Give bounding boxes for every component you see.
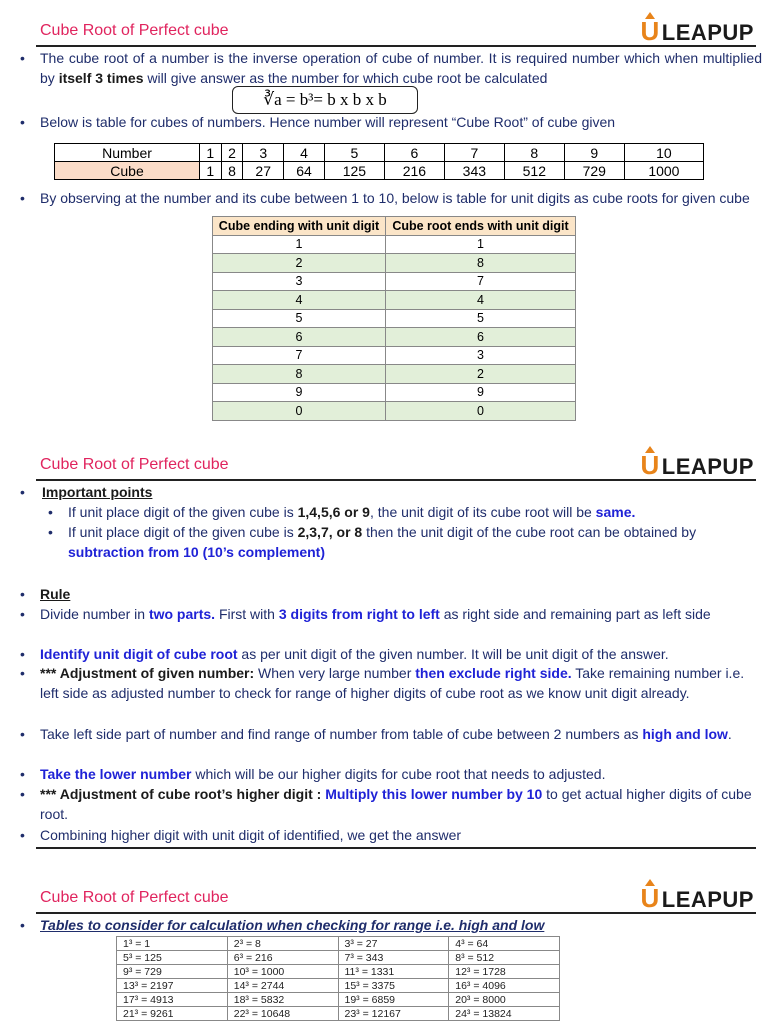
range-cell: 7³ = 343 bbox=[338, 951, 449, 965]
root-unit-digit: 9 bbox=[386, 383, 576, 402]
range-cell: 24³ = 13824 bbox=[449, 1007, 560, 1021]
unit-table-row bbox=[213, 291, 576, 310]
cube-unit-digit: 5 bbox=[213, 309, 386, 328]
range-cell: 13³ = 2197 bbox=[117, 979, 228, 993]
bullet-unit-intro: • By observing at the number and its cube between 1 to 10, below is table for unit digits as cube roots for given cube bbox=[20, 190, 750, 206]
cube-unit-digit: 2 bbox=[213, 254, 386, 273]
unit-table-row bbox=[213, 235, 576, 254]
range-cell: 2³ = 8 bbox=[227, 937, 338, 951]
number-cell: 10 bbox=[624, 144, 703, 162]
root-unit-digit: 7 bbox=[386, 272, 576, 291]
cube-unit-digit: 0 bbox=[213, 402, 386, 421]
range-cell: 8³ = 512 bbox=[449, 951, 560, 965]
brand-text: LEAPUP bbox=[661, 887, 754, 912]
brand-text: LEAPUP bbox=[661, 454, 754, 479]
number-cell: 7 bbox=[444, 144, 504, 162]
brand-text: LEAPUP bbox=[661, 20, 754, 45]
number-cell: 8 bbox=[504, 144, 564, 162]
leapup-logo bbox=[640, 16, 754, 47]
unit-table-row bbox=[213, 272, 576, 291]
cube-unit-digit: 4 bbox=[213, 291, 386, 310]
cube-table bbox=[54, 143, 704, 180]
range-cell: 14³ = 2744 bbox=[227, 979, 338, 993]
rule-6: • *** Adjustment of cube root’s higher digit : Multiply this lower number by 10 to get actual higher digits of cube root. bbox=[20, 786, 752, 822]
range-cell: 4³ = 64 bbox=[449, 937, 560, 951]
leapup-arrow-icon: U bbox=[640, 883, 660, 913]
bullet-definition: • The cube root of a number is the inverse operation of cube of number. It is required number which when multiplied by itself 3 times will give answer as the number for which cube root be calculated bbox=[20, 50, 762, 86]
root-unit-digit: 5 bbox=[386, 309, 576, 328]
range-cell: 9³ = 729 bbox=[117, 965, 228, 979]
number-cell: 9 bbox=[564, 144, 624, 162]
cube-unit-digit: 6 bbox=[213, 328, 386, 347]
cube-cell: 1000 bbox=[624, 162, 703, 180]
range-table-row bbox=[117, 965, 560, 979]
row-label-number: Number bbox=[55, 144, 200, 162]
range-cell: 21³ = 9261 bbox=[117, 1007, 228, 1021]
row-label-cube: Cube bbox=[55, 162, 200, 180]
range-cell: 12³ = 1728 bbox=[449, 965, 560, 979]
unit-table-row bbox=[213, 309, 576, 328]
range-cell: 6³ = 216 bbox=[227, 951, 338, 965]
number-cell: 3 bbox=[243, 144, 284, 162]
rule-4: • Take left side part of number and find range of number from table of cube between 2 numbers as high and low. bbox=[20, 726, 732, 742]
cube-unit-digit: 3 bbox=[213, 272, 386, 291]
title-divider bbox=[36, 912, 756, 914]
slide2-bottom-divider bbox=[36, 847, 756, 849]
rule-2: • Identify unit digit of cube root as per unit digit of the given number. It will be unit digit of the answer. bbox=[20, 646, 669, 662]
cube-cell: 1 bbox=[200, 162, 222, 180]
range-cell: 19³ = 6859 bbox=[338, 993, 449, 1007]
rule-3: • *** Adjustment of given number: When very large number then exclude right side. Take remaining number i.e. left side as adjusted number to check for range of higher digits of cube root as we know unit digit already. bbox=[20, 665, 745, 701]
unit-header-cube: Cube ending with unit digit bbox=[213, 217, 386, 236]
cube-unit-digit: 8 bbox=[213, 365, 386, 384]
leapup-logo bbox=[640, 883, 754, 914]
cube-cell: 343 bbox=[444, 162, 504, 180]
slide3-title: Cube Root of Perfect cube bbox=[40, 889, 229, 906]
cube-range-table bbox=[116, 936, 560, 1021]
title-divider bbox=[36, 479, 756, 481]
root-unit-digit: 3 bbox=[386, 346, 576, 365]
root-unit-digit: 0 bbox=[386, 402, 576, 421]
leapup-arrow-icon: U bbox=[640, 16, 660, 46]
leapup-arrow-icon: U bbox=[640, 450, 660, 480]
cube-cell: 125 bbox=[324, 162, 384, 180]
cube-cell: 216 bbox=[384, 162, 444, 180]
cube-cell: 729 bbox=[564, 162, 624, 180]
range-cell: 3³ = 27 bbox=[338, 937, 449, 951]
slide1-title: Cube Root of Perfect cube bbox=[40, 22, 229, 39]
unit-table-row bbox=[213, 402, 576, 421]
cube-unit-digit: 7 bbox=[213, 346, 386, 365]
number-cell: 2 bbox=[221, 144, 243, 162]
cube-cell: 8 bbox=[221, 162, 243, 180]
tables-heading: • Tables to consider for calculation when checking for range i.e. high and low bbox=[20, 917, 545, 933]
rule-7: • Combining higher digit with unit digit of identified, we get the answer bbox=[20, 827, 462, 843]
range-cell: 15³ = 3375 bbox=[338, 979, 449, 993]
range-cell: 1³ = 1 bbox=[117, 937, 228, 951]
slide2-title: Cube Root of Perfect cube bbox=[40, 456, 229, 473]
range-table-row bbox=[117, 979, 560, 993]
cube-unit-digit: 9 bbox=[213, 383, 386, 402]
bullet-table-intro: • Below is table for cubes of numbers. Hence number will represent “Cube Root” of cube given bbox=[20, 114, 616, 130]
cube-cell: 27 bbox=[243, 162, 284, 180]
range-cell: 5³ = 125 bbox=[117, 951, 228, 965]
range-cell: 22³ = 10648 bbox=[227, 1007, 338, 1021]
root-unit-digit: 4 bbox=[386, 291, 576, 310]
important-point-1: • If unit place digit of the given cube is 1,4,5,6 or 9, the unit digit of its cube root will be same. bbox=[48, 504, 636, 520]
rule-5: • Take the lower number which will be our higher digits for cube root that needs to adjusted. bbox=[20, 766, 606, 782]
unit-table-row bbox=[213, 383, 576, 402]
important-heading: • Important points bbox=[20, 484, 153, 500]
range-cell: 11³ = 1331 bbox=[338, 965, 449, 979]
range-cell: 23³ = 12167 bbox=[338, 1007, 449, 1021]
range-cell: 18³ = 5832 bbox=[227, 993, 338, 1007]
range-table-row bbox=[117, 993, 560, 1007]
unit-header-root: Cube root ends with unit digit bbox=[386, 217, 576, 236]
root-unit-digit: 6 bbox=[386, 328, 576, 347]
cube-root-formula: ∛a = b³= b x b x b bbox=[232, 86, 418, 114]
cube-unit-digit: 1 bbox=[213, 235, 386, 254]
important-point-2: • If unit place digit of the given cube is 2,3,7, or 8 then the unit digit of the cube root can be obtained by subtraction from 10 (10’s complement) bbox=[48, 524, 697, 560]
unit-table-row bbox=[213, 346, 576, 365]
cube-cell: 64 bbox=[284, 162, 325, 180]
unit-table-row bbox=[213, 365, 576, 384]
number-cell: 6 bbox=[384, 144, 444, 162]
range-table-row bbox=[117, 1007, 560, 1021]
unit-digit-table bbox=[212, 216, 576, 421]
number-cell: 5 bbox=[324, 144, 384, 162]
title-divider bbox=[36, 45, 756, 47]
unit-table-row bbox=[213, 254, 576, 273]
range-cell: 20³ = 8000 bbox=[449, 993, 560, 1007]
rule-heading: • Rule bbox=[20, 586, 71, 602]
cube-cell: 512 bbox=[504, 162, 564, 180]
number-cell: 4 bbox=[284, 144, 325, 162]
root-unit-digit: 8 bbox=[386, 254, 576, 273]
unit-table-row bbox=[213, 328, 576, 347]
root-unit-digit: 2 bbox=[386, 365, 576, 384]
range-table-row bbox=[117, 951, 560, 965]
range-cell: 16³ = 4096 bbox=[449, 979, 560, 993]
range-table-row bbox=[117, 937, 560, 951]
root-unit-digit: 1 bbox=[386, 235, 576, 254]
range-cell: 10³ = 1000 bbox=[227, 965, 338, 979]
number-cell: 1 bbox=[200, 144, 222, 162]
rule-1: • Divide number in two parts. First with 3 digits from right to left as right side and remaining part as left side bbox=[20, 606, 711, 622]
range-cell: 17³ = 4913 bbox=[117, 993, 228, 1007]
leapup-logo bbox=[640, 450, 754, 481]
